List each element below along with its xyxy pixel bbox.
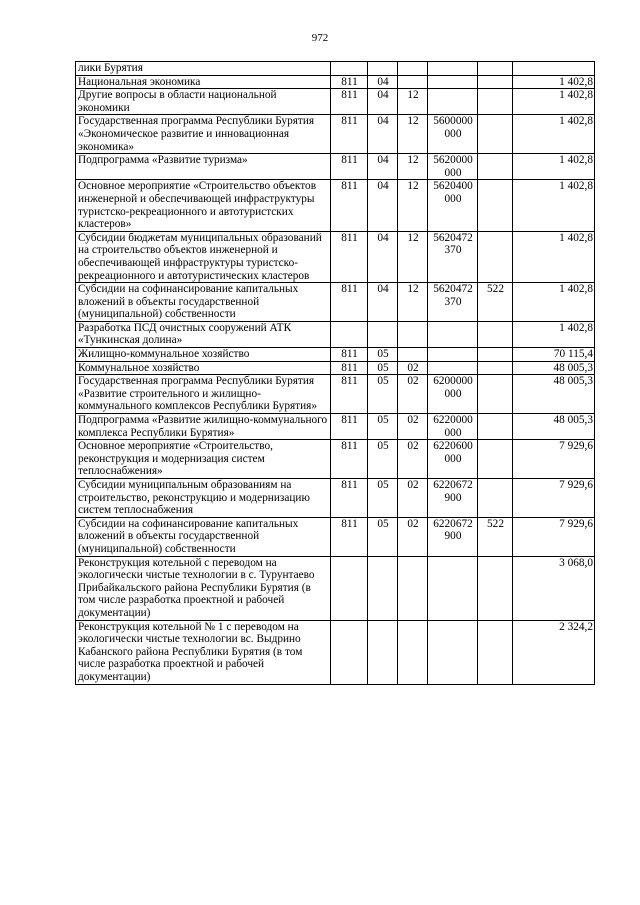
row-target-article-code: 6200000 000 (428, 375, 478, 414)
row-amount: 1 402,8 (513, 321, 595, 347)
row-description: Подпрограмма «Развитие жилищно-коммунального комплекса Республики Бурятия» (76, 414, 331, 440)
row-amount: 1 402,8 (513, 115, 595, 154)
table-row (76, 556, 595, 620)
row-section-code: 04 (368, 283, 398, 322)
row-expense-type-code (478, 440, 513, 479)
row-description: Субсидии бюджетам муниципальных образований на строительство объектов инженерной и обеспечивающей инфраструктуры туристско-рекреационного и автотуристических кластеров (76, 231, 331, 282)
row-section-code: 05 (368, 479, 398, 518)
row-expense-type-code (478, 154, 513, 180)
row-description: Разработка ПСД очистных сооружений АТК «Тункинская долина» (76, 321, 331, 347)
table-row (76, 115, 595, 154)
row-ministry-code: 811 (331, 348, 368, 362)
row-ministry-code: 811 (331, 440, 368, 479)
row-description: лики Бурятия (76, 62, 331, 76)
row-expense-type-code (478, 620, 513, 684)
row-ministry-code (331, 62, 368, 76)
row-amount: 48 005,3 (513, 375, 595, 414)
row-description: Государственная программа Республики Бурятия «Развитие строительного и жилищно-коммунального комплексов Республики Бурятия» (76, 375, 331, 414)
table-row (76, 62, 595, 76)
row-description: Жилищно-коммунальное хозяйство (76, 348, 331, 362)
row-section-code (368, 556, 398, 620)
row-ministry-code (331, 556, 368, 620)
row-section-code: 05 (368, 517, 398, 556)
row-description: Коммунальное хозяйство (76, 361, 331, 375)
table-row (76, 154, 595, 180)
row-ministry-code: 811 (331, 375, 368, 414)
row-target-article-code (428, 321, 478, 347)
row-amount: 7 929,6 (513, 517, 595, 556)
row-section-code: 04 (368, 115, 398, 154)
row-expense-type-code (478, 75, 513, 89)
row-amount (513, 62, 595, 76)
row-target-article-code: 5620472 370 (428, 283, 478, 322)
row-subsection-code: 02 (398, 440, 428, 479)
row-expense-type-code: 522 (478, 517, 513, 556)
row-amount: 1 402,8 (513, 75, 595, 89)
row-ministry-code: 811 (331, 479, 368, 518)
row-subsection-code: 12 (398, 154, 428, 180)
row-target-article-code: 6220600 000 (428, 440, 478, 479)
row-description: Национальная экономика (76, 75, 331, 89)
row-expense-type-code (478, 361, 513, 375)
row-target-article-code (428, 75, 478, 89)
table-row (76, 231, 595, 282)
row-expense-type-code: 522 (478, 283, 513, 322)
table-row (76, 89, 595, 115)
row-description: Субсидии на софинансирование капитальных вложений в объекты государственной (муниципальной) собственности (76, 283, 331, 322)
row-amount: 48 005,3 (513, 361, 595, 375)
row-section-code: 05 (368, 440, 398, 479)
row-subsection-code (398, 75, 428, 89)
row-target-article-code: 5600000 000 (428, 115, 478, 154)
table-body (76, 62, 595, 685)
row-ministry-code: 811 (331, 89, 368, 115)
row-ministry-code: 811 (331, 283, 368, 322)
row-amount: 70 115,4 (513, 348, 595, 362)
row-target-article-code: 5620000 000 (428, 154, 478, 180)
row-section-code (368, 62, 398, 76)
table-row (76, 321, 595, 347)
row-subsection-code: 12 (398, 89, 428, 115)
row-description: Другие вопросы в области национальной экономики (76, 89, 331, 115)
row-subsection-code: 12 (398, 115, 428, 154)
row-expense-type-code (478, 231, 513, 282)
row-expense-type-code (478, 375, 513, 414)
row-target-article-code: 6220000 000 (428, 414, 478, 440)
row-subsection-code (398, 348, 428, 362)
row-amount: 7 929,6 (513, 479, 595, 518)
row-expense-type-code (478, 89, 513, 115)
row-section-code: 04 (368, 154, 398, 180)
row-description: Подпрограмма «Развитие туризма» (76, 154, 331, 180)
row-amount: 1 402,8 (513, 154, 595, 180)
table-row (76, 75, 595, 89)
row-ministry-code: 811 (331, 414, 368, 440)
row-subsection-code: 12 (398, 231, 428, 282)
row-expense-type-code (478, 321, 513, 347)
table-row (76, 283, 595, 322)
table-row (76, 517, 595, 556)
row-target-article-code: 6220672 900 (428, 479, 478, 518)
row-target-article-code: 6220672 900 (428, 517, 478, 556)
row-description: Государственная программа Республики Бурятия «Экономическое развитие и инновационная экономика» (76, 115, 331, 154)
row-subsection-code (398, 62, 428, 76)
row-subsection-code: 02 (398, 361, 428, 375)
table-row (76, 180, 595, 231)
row-ministry-code: 811 (331, 180, 368, 231)
row-amount: 1 402,8 (513, 231, 595, 282)
row-amount: 7 929,6 (513, 440, 595, 479)
row-ministry-code: 811 (331, 517, 368, 556)
row-amount: 2 324,2 (513, 620, 595, 684)
table-row (76, 440, 595, 479)
row-subsection-code (398, 556, 428, 620)
row-ministry-code: 811 (331, 115, 368, 154)
row-expense-type-code (478, 62, 513, 76)
row-section-code (368, 321, 398, 347)
row-expense-type-code (478, 414, 513, 440)
row-ministry-code: 811 (331, 361, 368, 375)
row-description: Субсидии на софинансирование капитальных вложений в объекты государственной (муниципальной) собственности (76, 517, 331, 556)
row-target-article-code: 5620400 000 (428, 180, 478, 231)
row-ministry-code: 811 (331, 75, 368, 89)
row-ministry-code (331, 620, 368, 684)
row-subsection-code (398, 620, 428, 684)
table-row (76, 414, 595, 440)
row-section-code: 05 (368, 361, 398, 375)
row-target-article-code (428, 361, 478, 375)
row-description: Основное мероприятие «Строительство, реконструкция и модернизация систем теплоснабжения» (76, 440, 331, 479)
budget-table (75, 61, 595, 685)
row-expense-type-code (478, 479, 513, 518)
row-target-article-code (428, 348, 478, 362)
row-description: Реконструкция котельной с переводом на экологически чистые технологии в с. Турунтаево Прибайкальского района Республики Бурятия (в том числе разработка проектной и рабочей документации) (76, 556, 331, 620)
row-description: Субсидии муниципальным образованиям на строительство, реконструкцию и модернизацию систем теплоснабжения (76, 479, 331, 518)
row-subsection-code: 02 (398, 414, 428, 440)
table-row (76, 361, 595, 375)
row-section-code: 04 (368, 89, 398, 115)
row-amount: 1 402,8 (513, 180, 595, 231)
row-target-article-code (428, 62, 478, 76)
table-row (76, 375, 595, 414)
row-subsection-code: 12 (398, 180, 428, 231)
row-ministry-code: 811 (331, 154, 368, 180)
row-subsection-code: 02 (398, 517, 428, 556)
row-target-article-code (428, 89, 478, 115)
row-section-code: 05 (368, 414, 398, 440)
row-section-code: 04 (368, 231, 398, 282)
row-subsection-code: 12 (398, 283, 428, 322)
row-amount: 3 068,0 (513, 556, 595, 620)
row-subsection-code (398, 321, 428, 347)
row-section-code: 04 (368, 75, 398, 89)
row-amount: 48 005,3 (513, 414, 595, 440)
row-target-article-code (428, 620, 478, 684)
row-subsection-code: 02 (398, 375, 428, 414)
row-description: Реконструкция котельной № 1 с переводом на экологически чистые технологии вс. Выдрино Кабанского района Республики Бурятия (в том числе разработка проектной и рабочей документации) (76, 620, 331, 684)
page-number: 972 (311, 32, 329, 44)
row-expense-type-code (478, 556, 513, 620)
row-section-code: 05 (368, 375, 398, 414)
row-description: Основное мероприятие «Строительство объектов инженерной и обеспечивающей инфраструктуры туристско-рекреационного и автотуристских кластеров» (76, 180, 331, 231)
table-row (76, 479, 595, 518)
row-expense-type-code (478, 115, 513, 154)
row-amount: 1 402,8 (513, 89, 595, 115)
row-amount: 1 402,8 (513, 283, 595, 322)
row-section-code: 05 (368, 348, 398, 362)
row-target-article-code: 5620472 370 (428, 231, 478, 282)
row-subsection-code: 02 (398, 479, 428, 518)
table-row (76, 620, 595, 684)
row-expense-type-code (478, 348, 513, 362)
row-section-code: 04 (368, 180, 398, 231)
table-row (76, 348, 595, 362)
row-ministry-code: 811 (331, 231, 368, 282)
row-ministry-code (331, 321, 368, 347)
row-section-code (368, 620, 398, 684)
row-target-article-code (428, 556, 478, 620)
row-expense-type-code (478, 180, 513, 231)
